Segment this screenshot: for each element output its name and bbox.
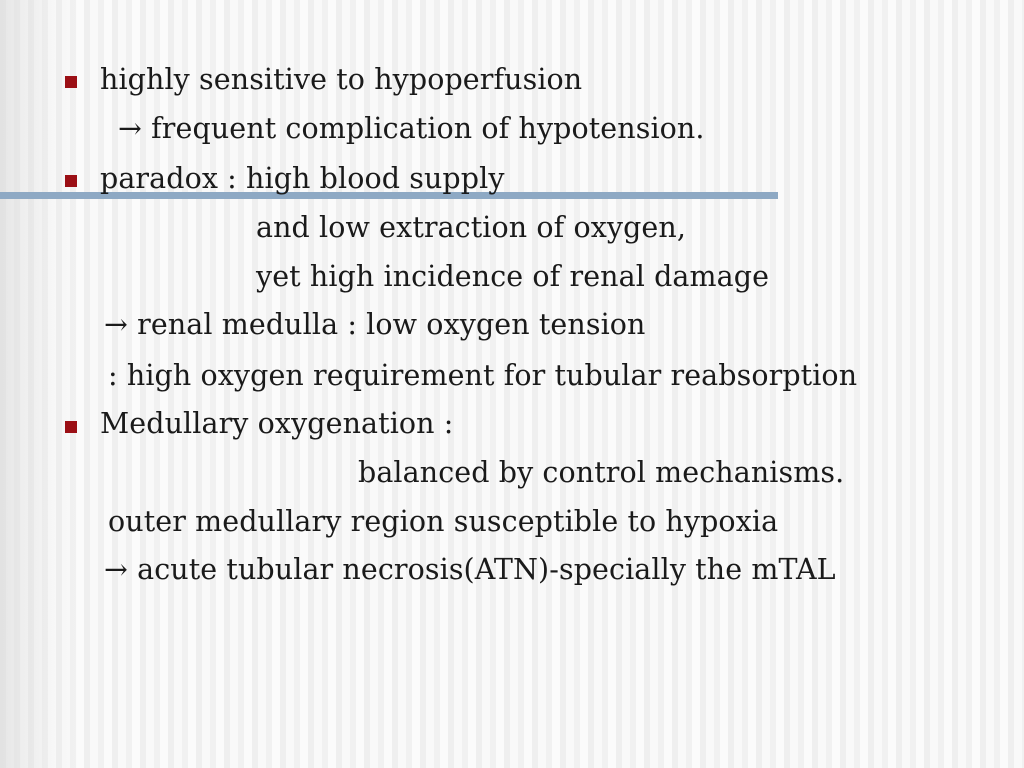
square-bullet-icon [65, 421, 77, 433]
bullet-3-continuation-1: balanced by control mechanisms. [358, 456, 845, 489]
bullet-2-text: paradox : high blood supply [100, 162, 505, 195]
square-bullet-icon [65, 76, 77, 88]
bullet-1-text: highly sensitive to hypoperfusion [100, 63, 583, 96]
bullet-3-arrow-line: → acute tubular necrosis(ATN)-specially the mTAL [104, 553, 836, 586]
bullet-3-continuation-2: outer medullary region susceptible to hypoxia [108, 505, 779, 538]
bullet-2-continuation-2: yet high incidence of renal damage [256, 260, 770, 293]
bullet-1-subline: → frequent complication of hypotension. [118, 112, 705, 145]
bullet-2-arrow-line: → renal medulla : low oxygen tension [104, 308, 646, 341]
bullet-2-colon-line: : high oxygen requirement for tubular reabsorption [108, 359, 858, 392]
bullet-2-continuation-1: and low extraction of oxygen, [256, 211, 687, 244]
bullet-3-text: Medullary oxygenation : [100, 407, 454, 440]
square-bullet-icon [65, 175, 77, 187]
